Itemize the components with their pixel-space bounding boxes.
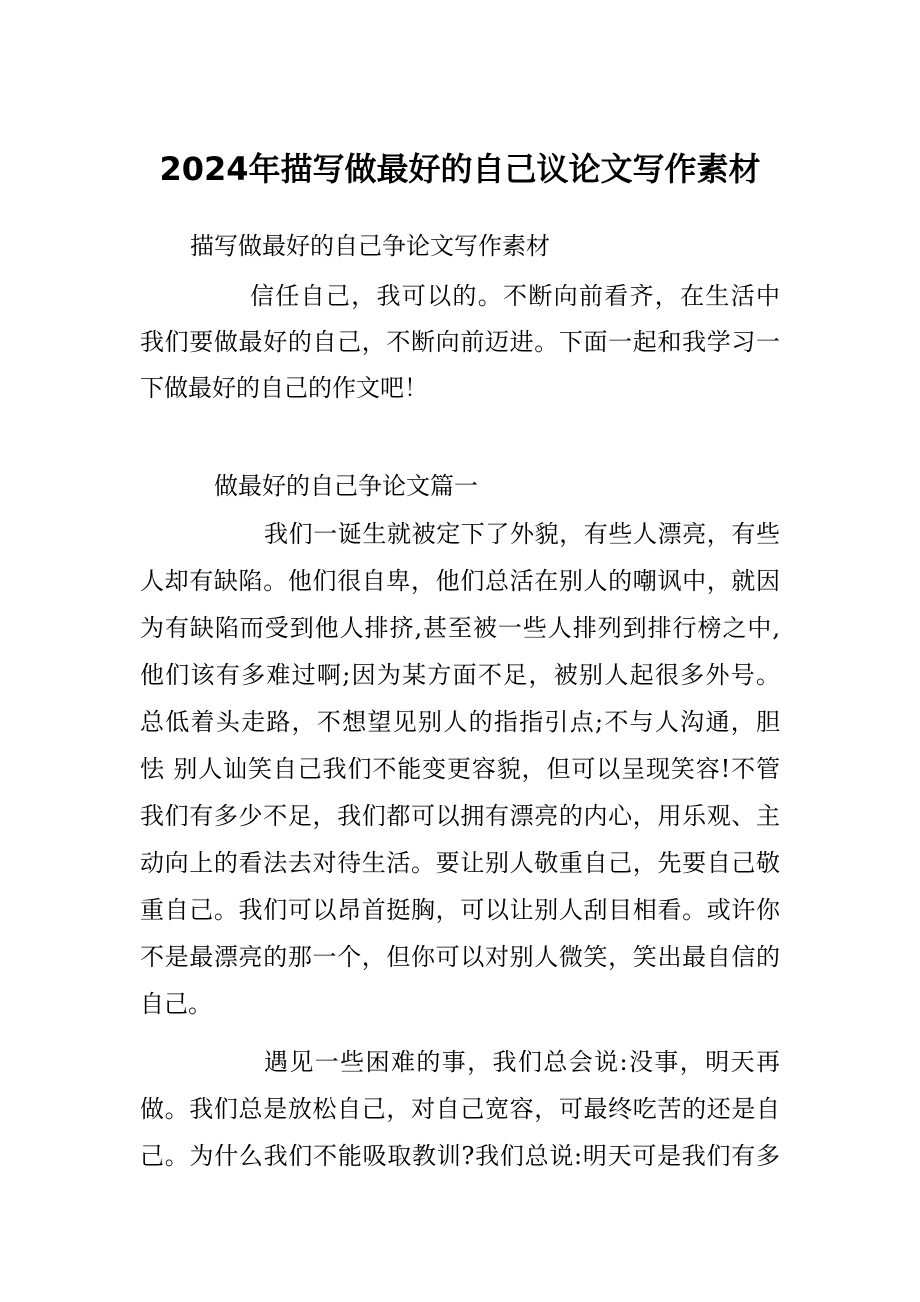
paragraph-line: 自己。 xyxy=(140,990,212,1018)
document-title: 2024年描写做最好的自己议论文写作素材 xyxy=(159,150,761,188)
paragraph-line: 他们该有多难过啊;因为某方面不足，被别人起很多外号。 xyxy=(140,661,780,689)
paragraph-line: 重自己。我们可以昂首挺胸，可以让别人刮目相看。或许你 xyxy=(140,896,780,924)
document-subtitle: 描写做最好的自己争论文写作素材 xyxy=(190,232,550,260)
section-heading: 做最好的自己争论文篇一 xyxy=(214,472,478,500)
paragraph-line: 做。我们总是放松自己，对自己宽容，可最终吃苦的还是自 xyxy=(140,1095,780,1123)
intro-line: 我们要做最好的自己，不断向前迈进。下面一起和我学习一 xyxy=(140,328,780,356)
paragraph-line: 我们一诞生就被定下了外貌，有些人漂亮，有些 xyxy=(264,520,780,548)
paragraph-line: 己。为什么我们不能吸取教训?我们总说:明天可是我们有多 xyxy=(140,1142,780,1170)
paragraph-line: 总低着头走路，不想望见别人的指指引点;不与人沟通，胆 xyxy=(140,708,780,736)
paragraph-line: 怯 别人讪笑自己我们不能变更容貌，但可以呈现笑容!不管 xyxy=(140,755,780,783)
intro-line: 信任自己，我可以的。不断向前看齐，在生活中 xyxy=(250,282,780,310)
paragraph-line: 为有缺陷而受到他人排挤,甚至被一些人排列到排行榜之中, xyxy=(140,614,780,642)
paragraph-line: 人却有缺陷。他们很自卑，他们总活在别人的嘲讽中，就因 xyxy=(140,567,780,595)
intro-line: 下做最好的自己的作文吧！ xyxy=(140,374,428,402)
paragraph-line: 遇见一些困难的事，我们总会说:没事，明天再 xyxy=(264,1048,780,1076)
paragraph-line: 不是最漂亮的那一个，但你可以对别人微笑，笑出最自信的 xyxy=(140,943,780,971)
paragraph-line: 动向上的看法去对待生活。要让别人敬重自己，先要自己敬 xyxy=(140,849,780,877)
paragraph-line: 我们有多少不足，我们都可以拥有漂亮的内心，用乐观、主 xyxy=(140,802,780,830)
